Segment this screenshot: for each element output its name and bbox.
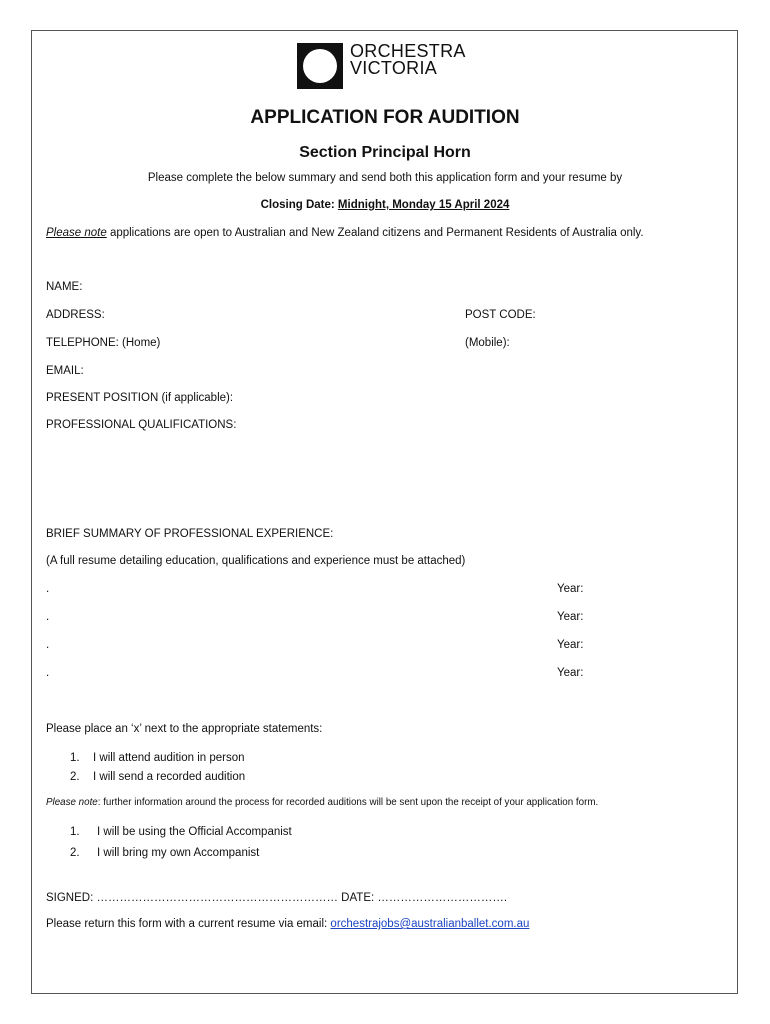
signature-line: SIGNED: ……………………………………………………… DATE: ……………………………. [46,892,508,904]
eligibility-note-label: Please note [46,227,107,239]
statement-recorded-audition: I will send a recorded audition [93,771,246,783]
logo-circle-icon [297,43,343,89]
telephone-label: TELEPHONE: (Home) [46,337,161,349]
statement-number: 1. [70,752,80,764]
experience-row-bullet: . [46,667,50,679]
experience-heading: BRIEF SUMMARY OF PROFESSIONAL EXPERIENCE: [46,528,334,540]
experience-row-bullet: . [46,583,50,595]
postcode-label: POST CODE: [465,309,536,321]
address-label: ADDRESS: [46,309,105,321]
experience-row-bullet: . [46,611,50,623]
recorded-note-text: : further information around the process for recorded auditions will be sent upon the receipt of your application form. [97,797,599,808]
experience-row-bullet: . [46,639,50,651]
closing-date-value: Midnight, Monday 15 April 2024 [337,199,510,211]
name-label: NAME: [46,281,83,293]
statements-intro: Please place an ‘x’ next to the appropriate statements: [46,723,323,735]
present-position-label: PRESENT POSITION (if applicable): [46,392,234,404]
page-subtitle: Section Principal Horn [299,144,471,161]
statement-attend-in-person: I will attend audition in person [93,752,245,764]
logo-line-1: ORCHESTRA [350,41,466,61]
statement-official-accompanist: I will be using the Official Accompanist [97,826,292,838]
eligibility-note-text: applications are open to Australian and New Zealand citizens and Permanent Residents of Australia only. [106,227,644,239]
experience-row-year: Year: [557,667,584,679]
mobile-label: (Mobile): [465,337,510,349]
closing-date [0,199,770,211]
experience-row-year: Year: [557,639,584,651]
statement-number: 1. [70,826,80,838]
return-text: Please return this form with a current resume via email: [46,918,331,930]
experience-note: (A full resume detailing education, qualifications and experience must be attached) [46,555,466,567]
statement-own-accompanist: I will bring my own Accompanist [97,847,260,859]
experience-row-year: Year: [557,583,584,595]
recorded-audition-note [46,797,598,808]
eligibility-note [46,227,644,239]
recorded-note-label: Please note [46,797,98,808]
logo-line-2: VICTORIA [350,58,438,78]
email-link[interactable]: orchestrajobs@australianballet.com.au [330,918,530,930]
page-title: APPLICATION FOR AUDITION [250,107,520,128]
instructions-text: Please complete the below summary and send both this application form and your resume by [147,172,623,184]
statement-number: 2. [70,847,80,859]
email-label: EMAIL: [46,365,84,377]
experience-row-year: Year: [557,611,584,623]
qualifications-label: PROFESSIONAL QUALIFICATIONS: [46,419,237,431]
statement-number: 2. [70,771,80,783]
return-instructions [46,918,529,930]
closing-date-label: Closing Date: [260,199,335,211]
